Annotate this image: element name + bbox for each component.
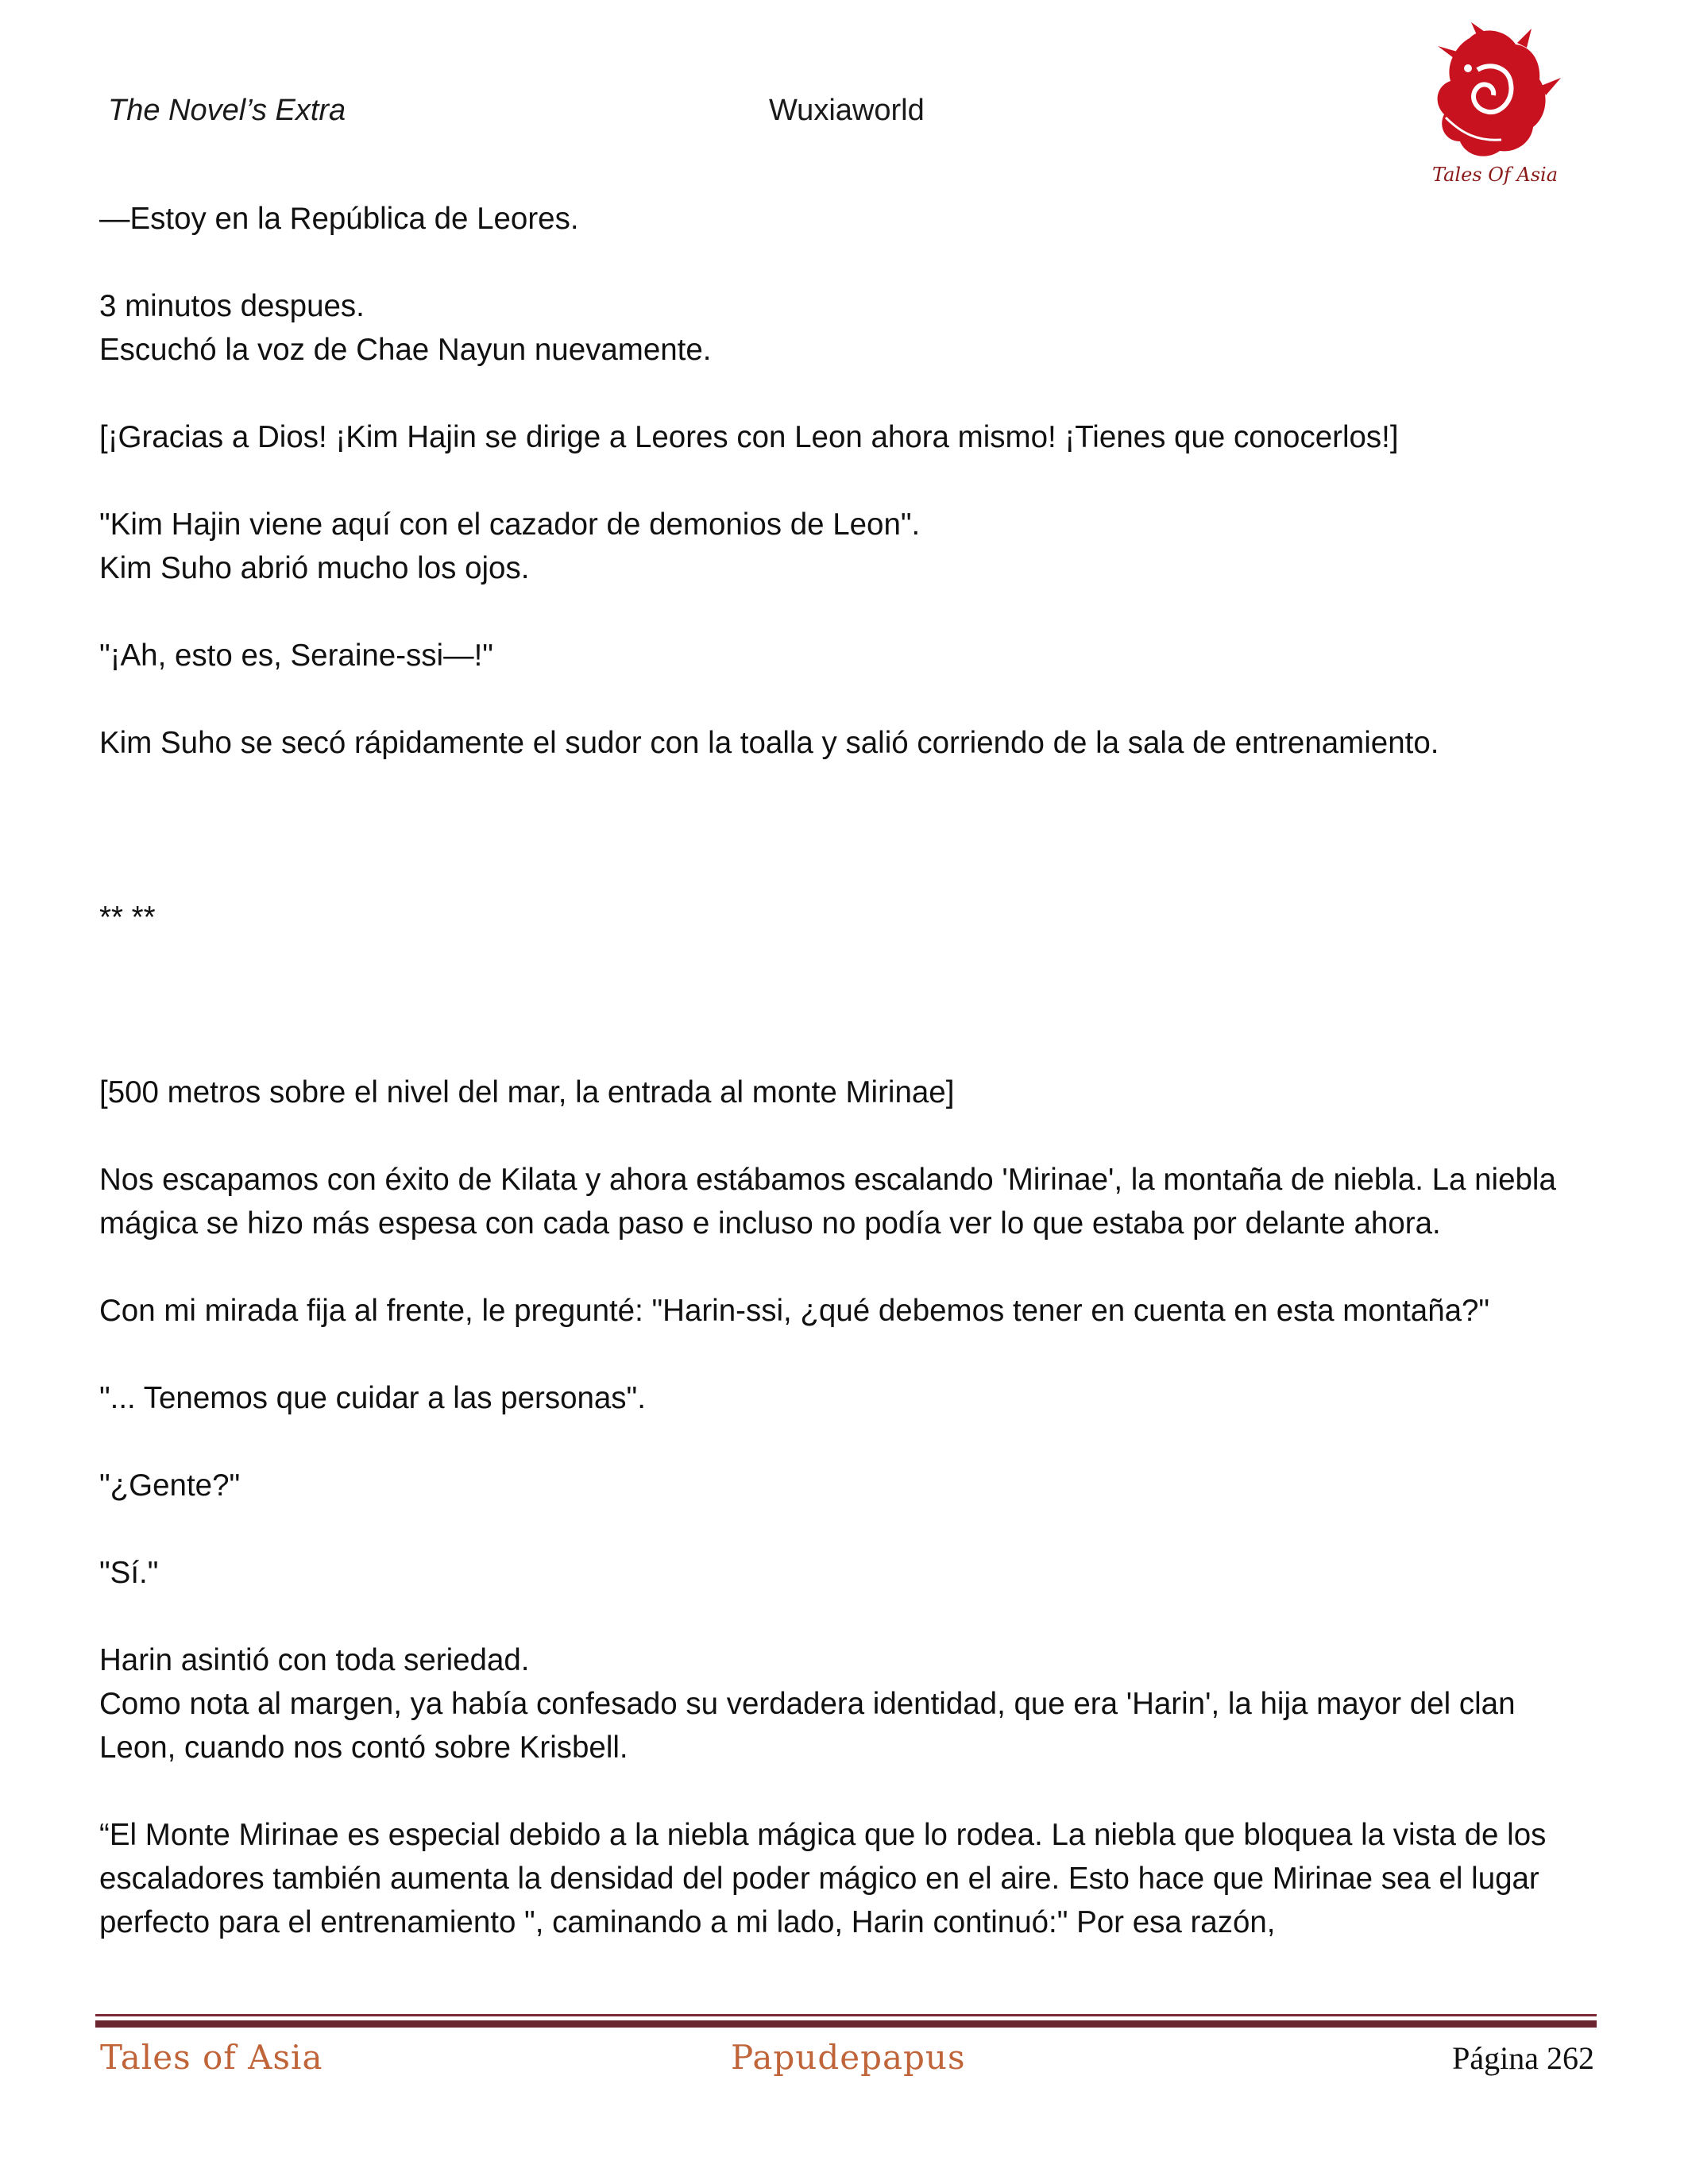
paragraph: “El Monte Mirinae es especial debido a la niebla mágica que lo rodea. La niebla que bloquea la vista de los escaladores también aumenta la densidad del poder mágico en el aire. Esto hace que Mirinae sea el lugar perfecto para el entrenamiento ", caminando a mi lado, Harin continuó:" Por esa razón, (99, 1818, 1547, 1939)
paragraph: [500 metros sobre el nivel del mar, la entrada al monte Mirinae] (99, 1075, 955, 1109)
paragraph: Harin asintió con toda seriedad. Como nota al margen, ya había confesado su verdadera identidad, que era 'Harin', la hija mayor del clan Leon, cuando nos contó sobre Krisbell. (99, 1643, 1516, 1765)
paragraph: "... Tenemos que cuidar a las personas". (99, 1381, 646, 1415)
book-title: The Novel’s Extra (108, 94, 346, 127)
paragraph: "¡Ah, esto es, Seraine-ssi—!" (99, 639, 493, 673)
paragraph: Kim Suho se secó rápidamente el sudor con la toalla y salió corriendo de la sala de entrenamiento. (99, 726, 1439, 760)
tales-of-asia-logo (1422, 22, 1565, 193)
site-name: Wuxiaworld (769, 94, 925, 127)
scene-break: ** ** (99, 901, 156, 935)
paragraph: [¡Gracias a Dios! ¡Kim Hajin se dirige a Leores con Leon ahora mismo! ¡Tienes que conocerlos!] (99, 420, 1399, 454)
paragraph: "Kim Hajin viene aquí con el cazador de demonios de Leon". Kim Suho abrió mucho los ojos. (99, 507, 921, 585)
footer-divider-thick (95, 2020, 1597, 2028)
page-footer (0, 2038, 1688, 2086)
paragraph: "¿Gente?" (99, 1468, 241, 1503)
dragon-icon (1422, 22, 1565, 193)
svg-text:Tales Of Asia: Tales Of Asia (1431, 164, 1559, 186)
footer-divider-thin (95, 2014, 1597, 2016)
page-number: Página 262 (1452, 2040, 1594, 2076)
paragraph: "Sí." (99, 1556, 159, 1590)
footer-publisher: Tales of Asia (100, 2038, 323, 2077)
footer-translator: Papudepapus (731, 2038, 966, 2077)
paragraph: Nos escapamos con éxito de Kilata y ahora estábamos escalando 'Mirinae', la montaña de niebla. La niebla mágica se hizo más espesa con cada paso e incluso no podía ver lo que estaba por delante ahora. (99, 1163, 1556, 1241)
paragraph: —Estoy en la República de Leores. (99, 202, 579, 236)
paragraph: Con mi mirada fija al frente, le pregunté: "Harin-ssi, ¿qué debemos tener en cuenta en esta montaña?" (99, 1294, 1490, 1328)
paragraph: 3 minutos despues. Escuchó la voz de Chae Nayun nuevamente. (99, 289, 712, 367)
chapter-text (99, 197, 1593, 1988)
page-header (0, 0, 1688, 191)
